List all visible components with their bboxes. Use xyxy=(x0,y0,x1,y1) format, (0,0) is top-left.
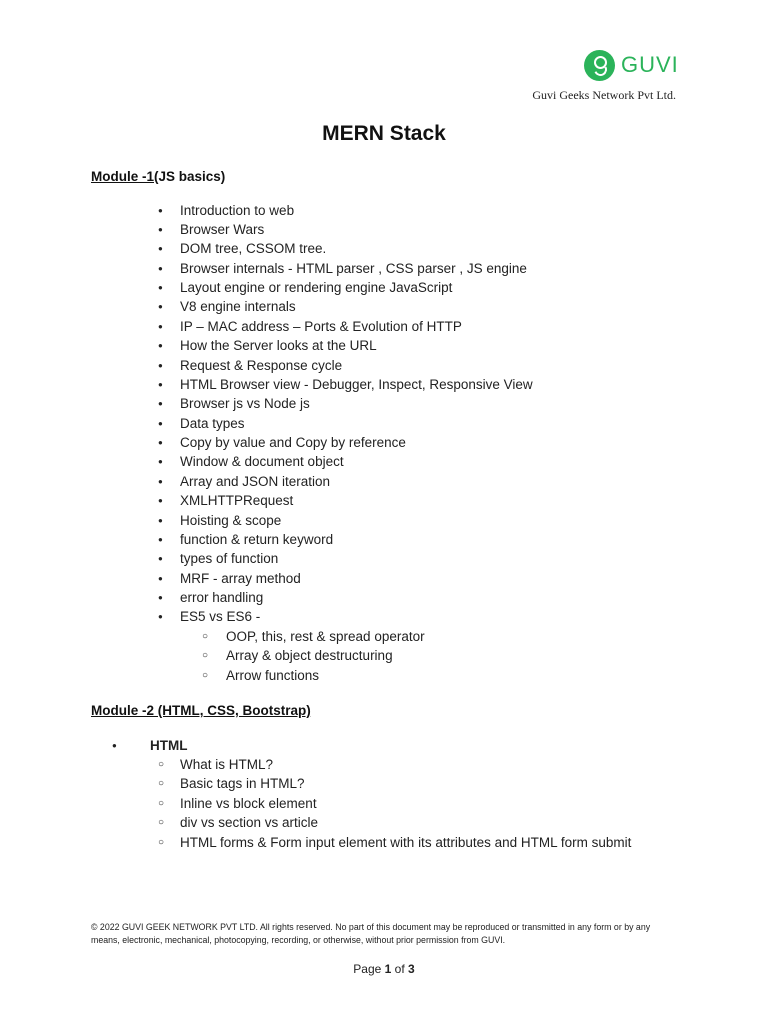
bullet-icon: ● xyxy=(158,399,163,408)
bullet-icon: ● xyxy=(158,516,163,525)
sub-list-item xyxy=(202,668,319,683)
section-item-html xyxy=(112,738,188,753)
bullet-icon: ● xyxy=(158,244,163,253)
page-indicator xyxy=(0,962,768,976)
list-item-text: IP – MAC address – Ports & Evolution of HTTP xyxy=(180,319,462,334)
bullet-icon: ● xyxy=(158,438,163,447)
hollow-bullet-icon: ○ xyxy=(158,817,165,828)
list-item xyxy=(158,609,260,624)
list-item-text: types of function xyxy=(180,551,279,566)
list-item xyxy=(158,474,330,489)
list-item xyxy=(158,203,294,218)
list-item-text: error handling xyxy=(180,590,264,605)
list-item-text: Layout engine or rendering engine JavaScript xyxy=(180,280,453,295)
list-item-text: HTML Browser view - Debugger, Inspect, Responsive View xyxy=(180,377,533,392)
list-item-text: How the Server looks at the URL xyxy=(180,338,377,353)
list-item xyxy=(158,338,377,353)
list-item xyxy=(158,222,264,237)
sub-list-item-text: OOP, this, rest & spread operator xyxy=(226,629,425,644)
list-item xyxy=(158,532,333,547)
list-item xyxy=(158,454,344,469)
sub-list-item-text: Basic tags in HTML? xyxy=(180,776,305,791)
document-title: MERN Stack xyxy=(322,122,446,145)
hollow-bullet-icon: ○ xyxy=(202,631,209,642)
bullet-icon: ● xyxy=(158,419,163,428)
list-item-text: ES5 vs ES6 - xyxy=(180,609,261,624)
bullet-icon: ● xyxy=(158,283,163,292)
bullet-icon: ● xyxy=(158,225,163,234)
list-item-text: Data types xyxy=(180,416,245,431)
guvi-logo-icon xyxy=(584,50,615,81)
bullet-icon: ● xyxy=(158,612,163,621)
sub-list-item xyxy=(158,757,273,772)
module-1-heading xyxy=(91,169,225,184)
hollow-bullet-icon: ○ xyxy=(202,650,209,661)
current-page: 1 xyxy=(384,962,392,976)
section-label: HTML xyxy=(150,738,188,753)
list-item xyxy=(158,377,533,392)
list-item-text: Hoisting & scope xyxy=(180,513,282,528)
module-1-heading-rest: (JS basics) xyxy=(154,169,226,184)
module-1-heading-underlined: Module -1 xyxy=(91,169,154,184)
bullet-icon: ● xyxy=(158,457,163,466)
list-item-text: V8 engine internals xyxy=(180,299,296,314)
bullet-icon: ● xyxy=(158,264,163,273)
sub-list-item-text: Arrow functions xyxy=(226,668,320,683)
company-name: Guvi Geeks Network Pvt Ltd. xyxy=(532,88,676,102)
page-prefix: Page xyxy=(353,962,385,976)
guvi-logo xyxy=(584,49,679,81)
list-item-text: XMLHTTPRequest xyxy=(180,493,294,508)
list-item xyxy=(158,396,310,411)
bullet-icon: ● xyxy=(158,496,163,505)
total-pages: 3 xyxy=(408,962,415,976)
list-item-text: function & return keyword xyxy=(180,532,334,547)
bullet-icon: ● xyxy=(158,206,163,215)
bullet-icon: ● xyxy=(158,361,163,370)
list-item-text: Browser js vs Node js xyxy=(180,396,310,411)
sub-list-item xyxy=(202,629,425,644)
list-item-text: Browser Wars xyxy=(180,222,265,237)
list-item xyxy=(158,513,281,528)
bullet-icon: ● xyxy=(158,593,163,602)
logo-text: GUVI xyxy=(621,52,679,77)
sub-list-item xyxy=(158,815,318,830)
bullet-icon: ● xyxy=(158,554,163,563)
list-item-text: Introduction to web xyxy=(180,203,295,218)
bullet-icon: ● xyxy=(112,741,117,750)
list-item-text: Request & Response cycle xyxy=(180,358,343,373)
list-item xyxy=(158,319,462,334)
copyright-notice: © 2022 GUVI GEEK NETWORK PVT LTD. All rights reserved. No part of this document may be reproduced or transmitted in any form or by any means, electronic, mechanical, photocopying, recording, or otherwise, without prior permission from GUVI. xyxy=(91,922,651,945)
sub-list-item xyxy=(158,835,631,850)
sub-list-item xyxy=(202,648,393,663)
list-item xyxy=(158,299,296,314)
list-item xyxy=(158,261,527,276)
bullet-icon: ● xyxy=(158,574,163,583)
list-item xyxy=(158,493,293,508)
sub-list-item-text: What is HTML? xyxy=(180,757,274,772)
module-2-heading-text: Module -2 (HTML, CSS, Bootstrap) xyxy=(91,703,311,718)
list-item-text: MRF - array method xyxy=(180,571,301,586)
hollow-bullet-icon: ○ xyxy=(158,837,165,848)
module-2-heading xyxy=(91,703,311,718)
bullet-icon: ● xyxy=(158,322,163,331)
hollow-bullet-icon: ○ xyxy=(158,778,165,789)
sub-list-item-text: div vs section vs article xyxy=(180,815,319,830)
list-item xyxy=(158,416,245,431)
list-item xyxy=(158,551,278,566)
list-item xyxy=(158,241,326,256)
bullet-icon: ● xyxy=(158,380,163,389)
list-item xyxy=(158,571,301,586)
sub-list-item-text: Inline vs block element xyxy=(180,796,317,811)
bullet-icon: ● xyxy=(158,477,163,486)
list-item xyxy=(158,280,452,295)
list-item-text: Browser internals - HTML parser , CSS parser , JS engine xyxy=(180,261,527,276)
sub-list-item xyxy=(158,796,317,811)
sub-list-item-text: Array & object destructuring xyxy=(226,648,393,663)
list-item-text: Array and JSON iteration xyxy=(180,474,331,489)
bullet-icon: ● xyxy=(158,302,163,311)
page-separator: of xyxy=(391,962,409,976)
hollow-bullet-icon: ○ xyxy=(158,759,165,770)
list-item xyxy=(158,358,342,373)
list-item-text: Copy by value and Copy by reference xyxy=(180,435,406,450)
hollow-bullet-icon: ○ xyxy=(158,798,165,809)
sub-list-item-text: HTML forms & Form input element with its attributes and HTML form submit xyxy=(180,835,632,850)
list-item-text: Window & document object xyxy=(180,454,344,469)
list-item xyxy=(158,590,263,605)
bullet-icon: ● xyxy=(158,341,163,350)
sub-list-item xyxy=(158,776,305,791)
list-item-text: DOM tree, CSSOM tree. xyxy=(180,241,327,256)
hollow-bullet-icon: ○ xyxy=(202,670,209,681)
bullet-icon: ● xyxy=(158,535,163,544)
list-item xyxy=(158,435,406,450)
